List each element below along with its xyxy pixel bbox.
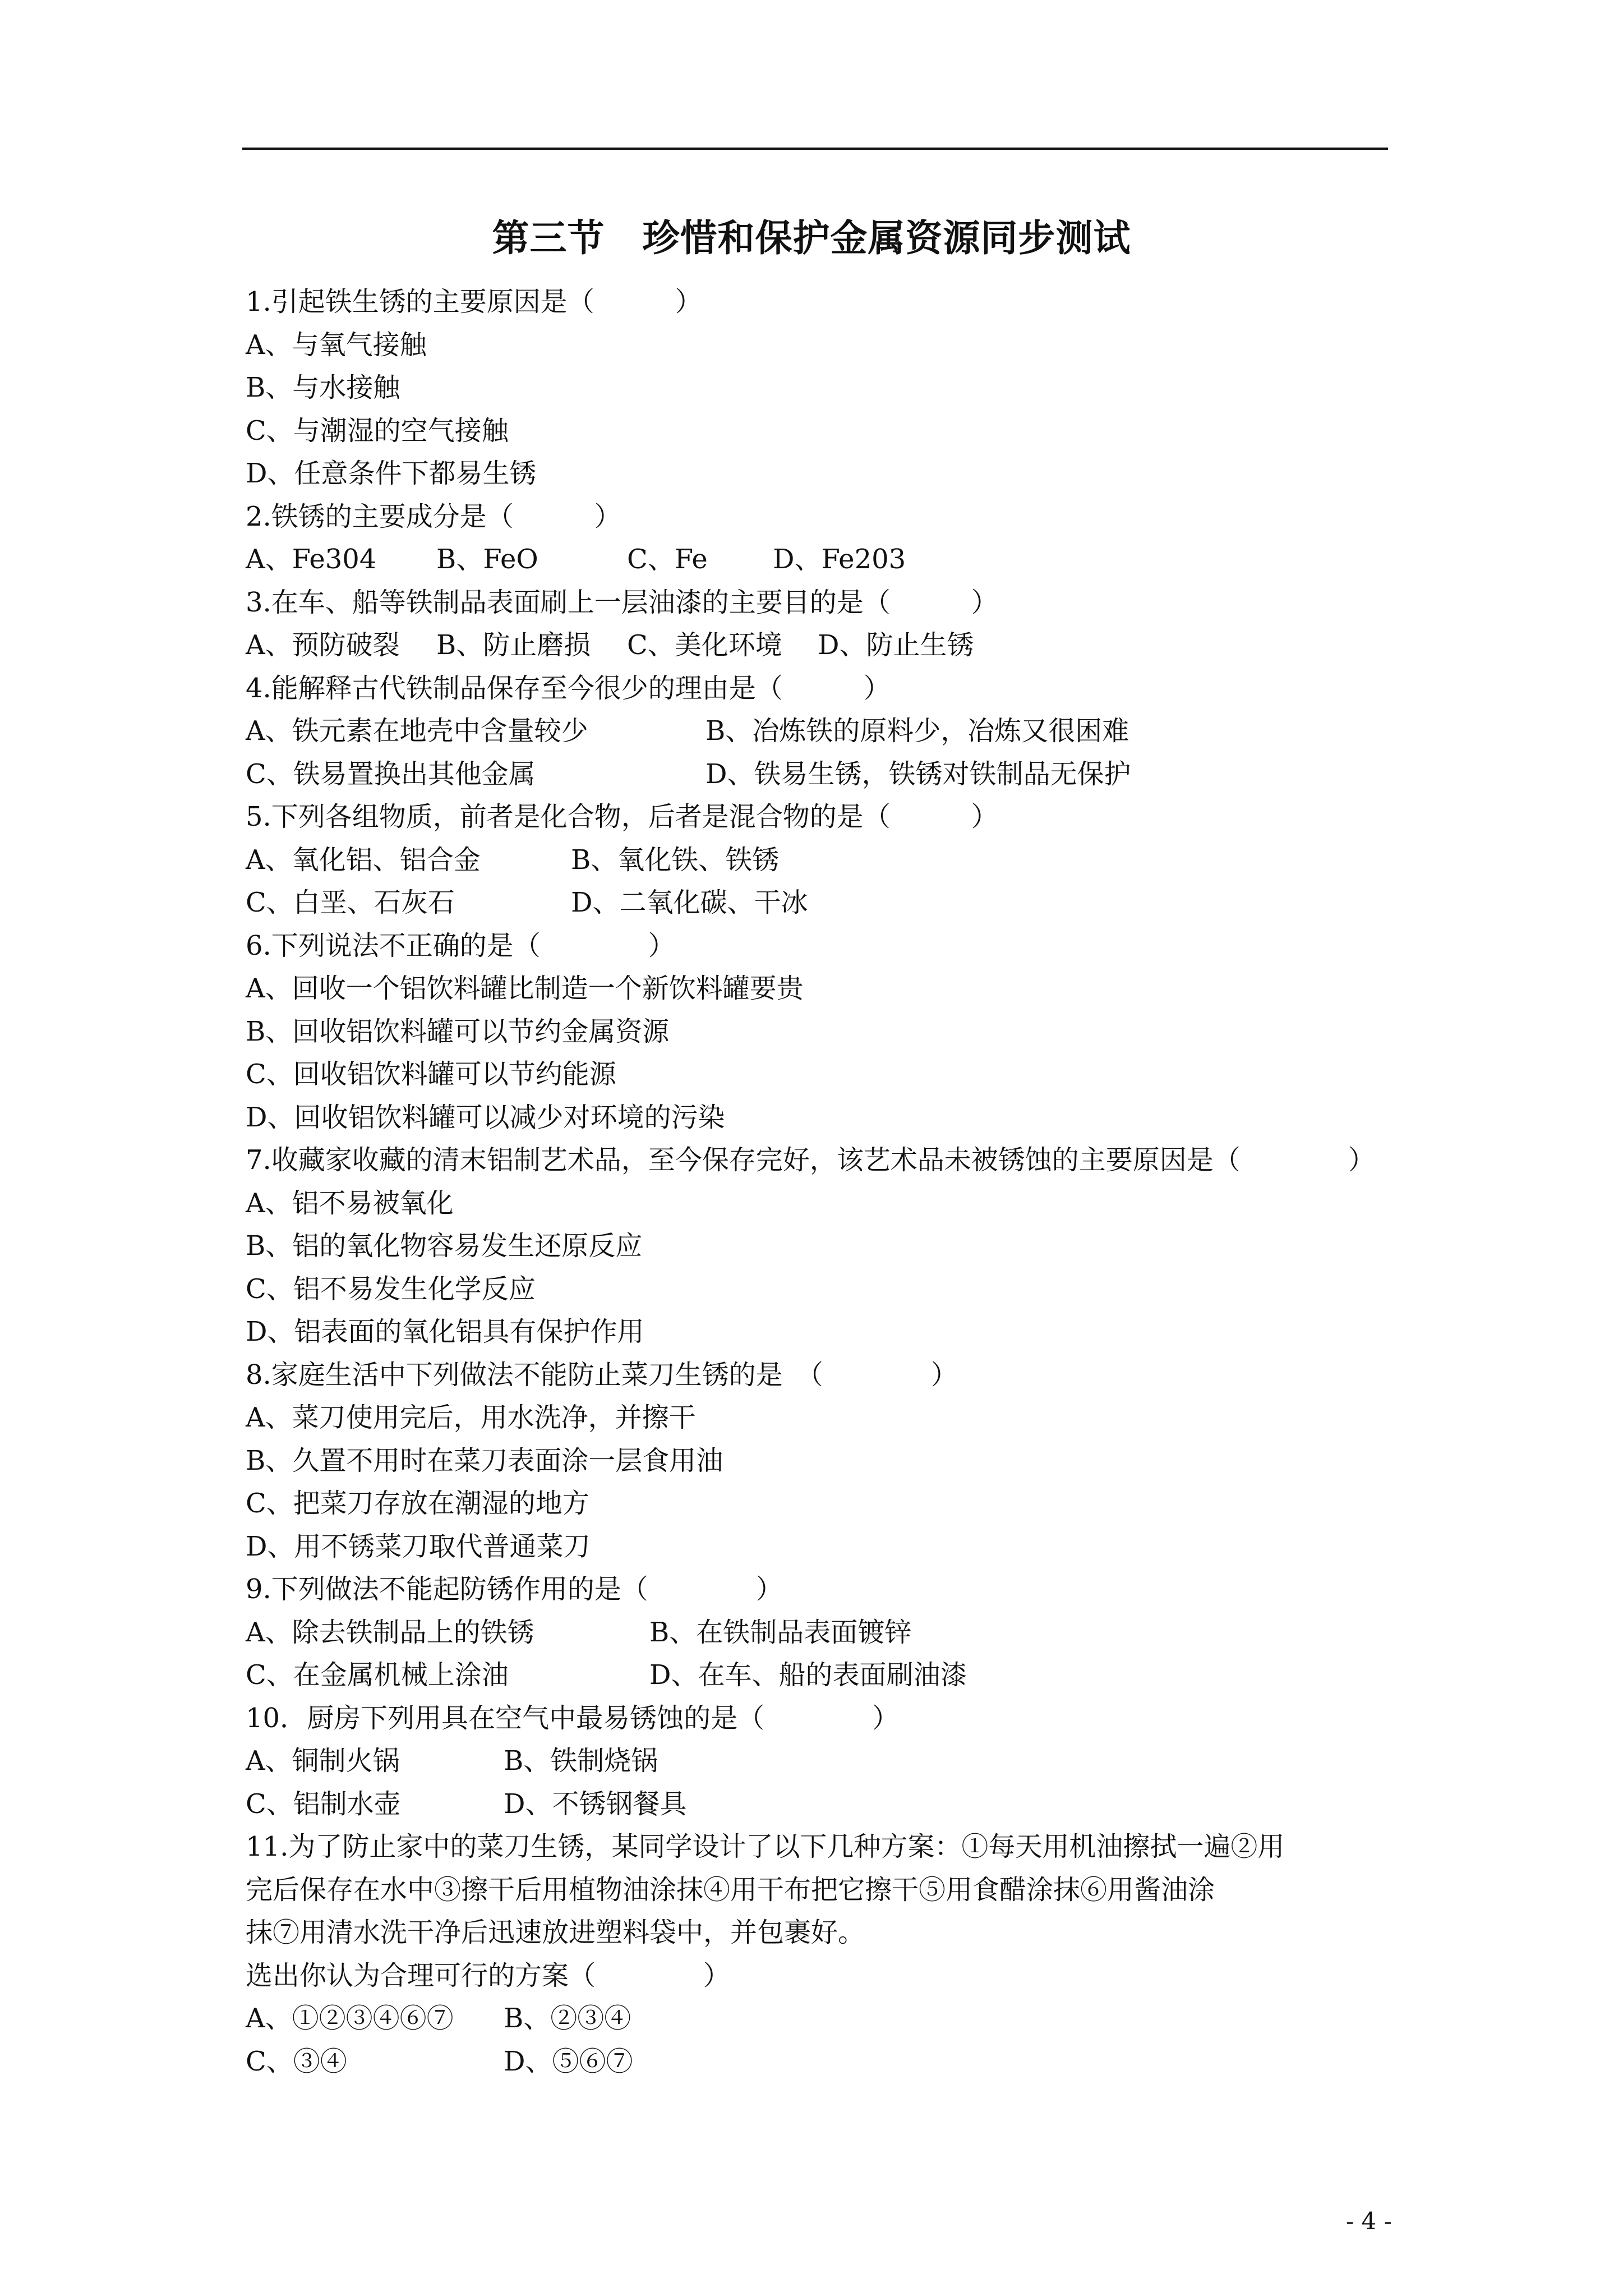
question-4-option-d: D、铁易生锈，铁锈对铁制品无保护 bbox=[706, 758, 1131, 790]
question-4-option-a: A、铁元素在地壳中含量较少 bbox=[246, 715, 588, 747]
question-4-options-ab bbox=[246, 710, 1395, 753]
question-11-stem-line-2: 完后保存在水中③擦干后用植物油涂抹④用干布把它擦干⑤用食醋涂抹⑥用酱油涂 bbox=[246, 1874, 1215, 1906]
question-10-stem: 10．厨房下列用具在空气中最易锈蚀的是（ ） bbox=[246, 1702, 900, 1734]
question-5-options-ab bbox=[246, 839, 1395, 882]
question-5-option-b: B、氧化铁、铁锈 bbox=[571, 844, 780, 876]
question-2-option-d: D、Fe203 bbox=[773, 544, 906, 575]
question-6-option-c: C、回收铝饮料罐可以节约能源 bbox=[246, 1059, 616, 1090]
question-10-option-a: A、铜制火锅 bbox=[246, 1745, 400, 1777]
question-4-stem: 4.能解释古代铁制品保存至今很少的理由是（ ） bbox=[246, 672, 891, 704]
question-8-stem: 8.家庭生活中下列做法不能防止菜刀生锈的是 （ ） bbox=[246, 1359, 958, 1391]
question-5-options-cd bbox=[246, 881, 1395, 924]
question-4-option-c: C、铁易置换出其他金属 bbox=[246, 758, 536, 790]
page-number: - 4 - bbox=[1346, 2207, 1392, 2235]
question-6-option-d: D、回收铝饮料罐可以减少对环境的污染 bbox=[246, 1101, 725, 1133]
question-11-stem-line-4: 选出你认为合理可行的方案（ ） bbox=[246, 1959, 731, 1991]
question-11-option-c: C、③④ bbox=[246, 2045, 347, 2077]
question-6-option-a: A、回收一个铝饮料罐比制造一个新饮料罐要贵 bbox=[246, 973, 804, 1004]
question-9-options-cd bbox=[246, 1654, 1395, 1697]
question-3-option-b: B、防止磨损 bbox=[436, 629, 591, 661]
question-10-option-b: B、铁制烧锅 bbox=[504, 1745, 658, 1777]
question-9-stem: 9.下列做法不能起防锈作用的是（ ） bbox=[246, 1573, 783, 1605]
question-9-option-d: D、在车、船的表面刷油漆 bbox=[649, 1659, 967, 1691]
question-5-option-d: D、二氧化碳、干冰 bbox=[571, 887, 808, 918]
question-10-option-c: C、铝制水壶 bbox=[246, 1788, 401, 1820]
question-7-option-b: B、铝的氧化物容易发生还原反应 bbox=[246, 1230, 643, 1262]
question-3-stem: 3.在车、船等铁制品表面刷上一层油漆的主要目的是（ ） bbox=[246, 586, 998, 618]
question-5-option-a: A、氧化铝、铝合金 bbox=[246, 844, 481, 876]
question-11-stem-line-3: 抹⑦用清水洗干净后迅速放进塑料袋中，并包裹好。 bbox=[246, 1917, 865, 1948]
question-3-options bbox=[246, 624, 1395, 667]
question-5-stem: 5.下列各组物质，前者是化合物，后者是混合物的是（ ） bbox=[246, 801, 998, 832]
question-5-option-c: C、白垩、石灰石 bbox=[246, 887, 455, 918]
question-10-options-ab bbox=[246, 1740, 1395, 1783]
question-7-option-a: A、铝不易被氧化 bbox=[246, 1187, 454, 1219]
question-9-option-a: A、除去铁制品上的铁锈 bbox=[246, 1616, 534, 1648]
question-11-options-ab bbox=[246, 1997, 1395, 2040]
question-8-option-c: C、把菜刀存放在潮湿的地方 bbox=[246, 1488, 589, 1519]
question-1-option-c: C、与潮湿的空气接触 bbox=[246, 415, 509, 447]
question-7-option-c: C、铝不易发生化学反应 bbox=[246, 1273, 536, 1305]
question-list bbox=[246, 280, 1395, 2083]
question-11-option-b: B、②③④ bbox=[504, 2003, 631, 2034]
question-10-options-cd bbox=[246, 1783, 1395, 1826]
question-9-option-b: B、在铁制品表面镀锌 bbox=[649, 1616, 912, 1648]
question-2-options bbox=[246, 538, 1395, 581]
question-4-option-b: B、冶炼铁的原料少，冶炼又很困难 bbox=[706, 715, 1129, 747]
question-11-options-cd bbox=[246, 2040, 1395, 2083]
question-7-option-d: D、铝表面的氧化铝具有保护作用 bbox=[246, 1316, 644, 1347]
question-7-stem: 7.收藏家收藏的清末铝制艺术品，至今保存完好，该艺术品未被锈蚀的主要原因是（ ） bbox=[246, 1144, 1375, 1176]
question-2-option-a: A、Fe304 bbox=[246, 544, 377, 575]
question-1-option-d: D、任意条件下都易生锈 bbox=[246, 458, 537, 489]
question-3-option-c: C、美化环境 bbox=[627, 629, 782, 661]
question-1-option-b: B、与水接触 bbox=[246, 372, 400, 403]
question-2-option-c: C、Fe bbox=[627, 544, 708, 575]
question-6-stem: 6.下列说法不正确的是（ ） bbox=[246, 930, 675, 961]
question-9-options-ab bbox=[246, 1611, 1395, 1654]
page-title: 第三节 珍惜和保护金属资源同步测试 bbox=[492, 217, 1131, 260]
question-11-option-a: A、①②③④⑥⑦ bbox=[246, 2003, 454, 2034]
question-3-option-d: D、防止生锈 bbox=[818, 629, 974, 661]
header-rule bbox=[242, 148, 1388, 150]
question-3-option-a: A、预防破裂 bbox=[246, 629, 400, 661]
question-9-option-c: C、在金属机械上涂油 bbox=[246, 1659, 509, 1691]
question-2-option-b: B、FeO bbox=[436, 544, 538, 575]
question-2-stem: 2.铁锈的主要成分是（ ） bbox=[246, 500, 621, 532]
question-6-option-b: B、回收铝饮料罐可以节约金属资源 bbox=[246, 1015, 670, 1047]
question-1-option-a: A、与氧气接触 bbox=[246, 329, 427, 361]
question-8-option-a: A、菜刀使用完后，用水洗净，并擦干 bbox=[246, 1402, 696, 1433]
question-8-option-b: B、久置不用时在菜刀表面涂一层食用油 bbox=[246, 1444, 723, 1476]
question-4-options-cd bbox=[246, 753, 1395, 796]
question-8-option-d: D、用不锈菜刀取代普通菜刀 bbox=[246, 1530, 591, 1562]
question-1-stem: 1.引起铁生锈的主要原因是（ ） bbox=[246, 286, 702, 318]
question-10-option-d: D、不锈钢餐具 bbox=[504, 1788, 687, 1820]
question-11-option-d: D、⑤⑥⑦ bbox=[504, 2045, 633, 2077]
question-11-stem-line-1: 11.为了防止家中的菜刀生锈，某同学设计了以下几种方案：①每天用机油擦拭一遍②用 bbox=[246, 1831, 1285, 1862]
